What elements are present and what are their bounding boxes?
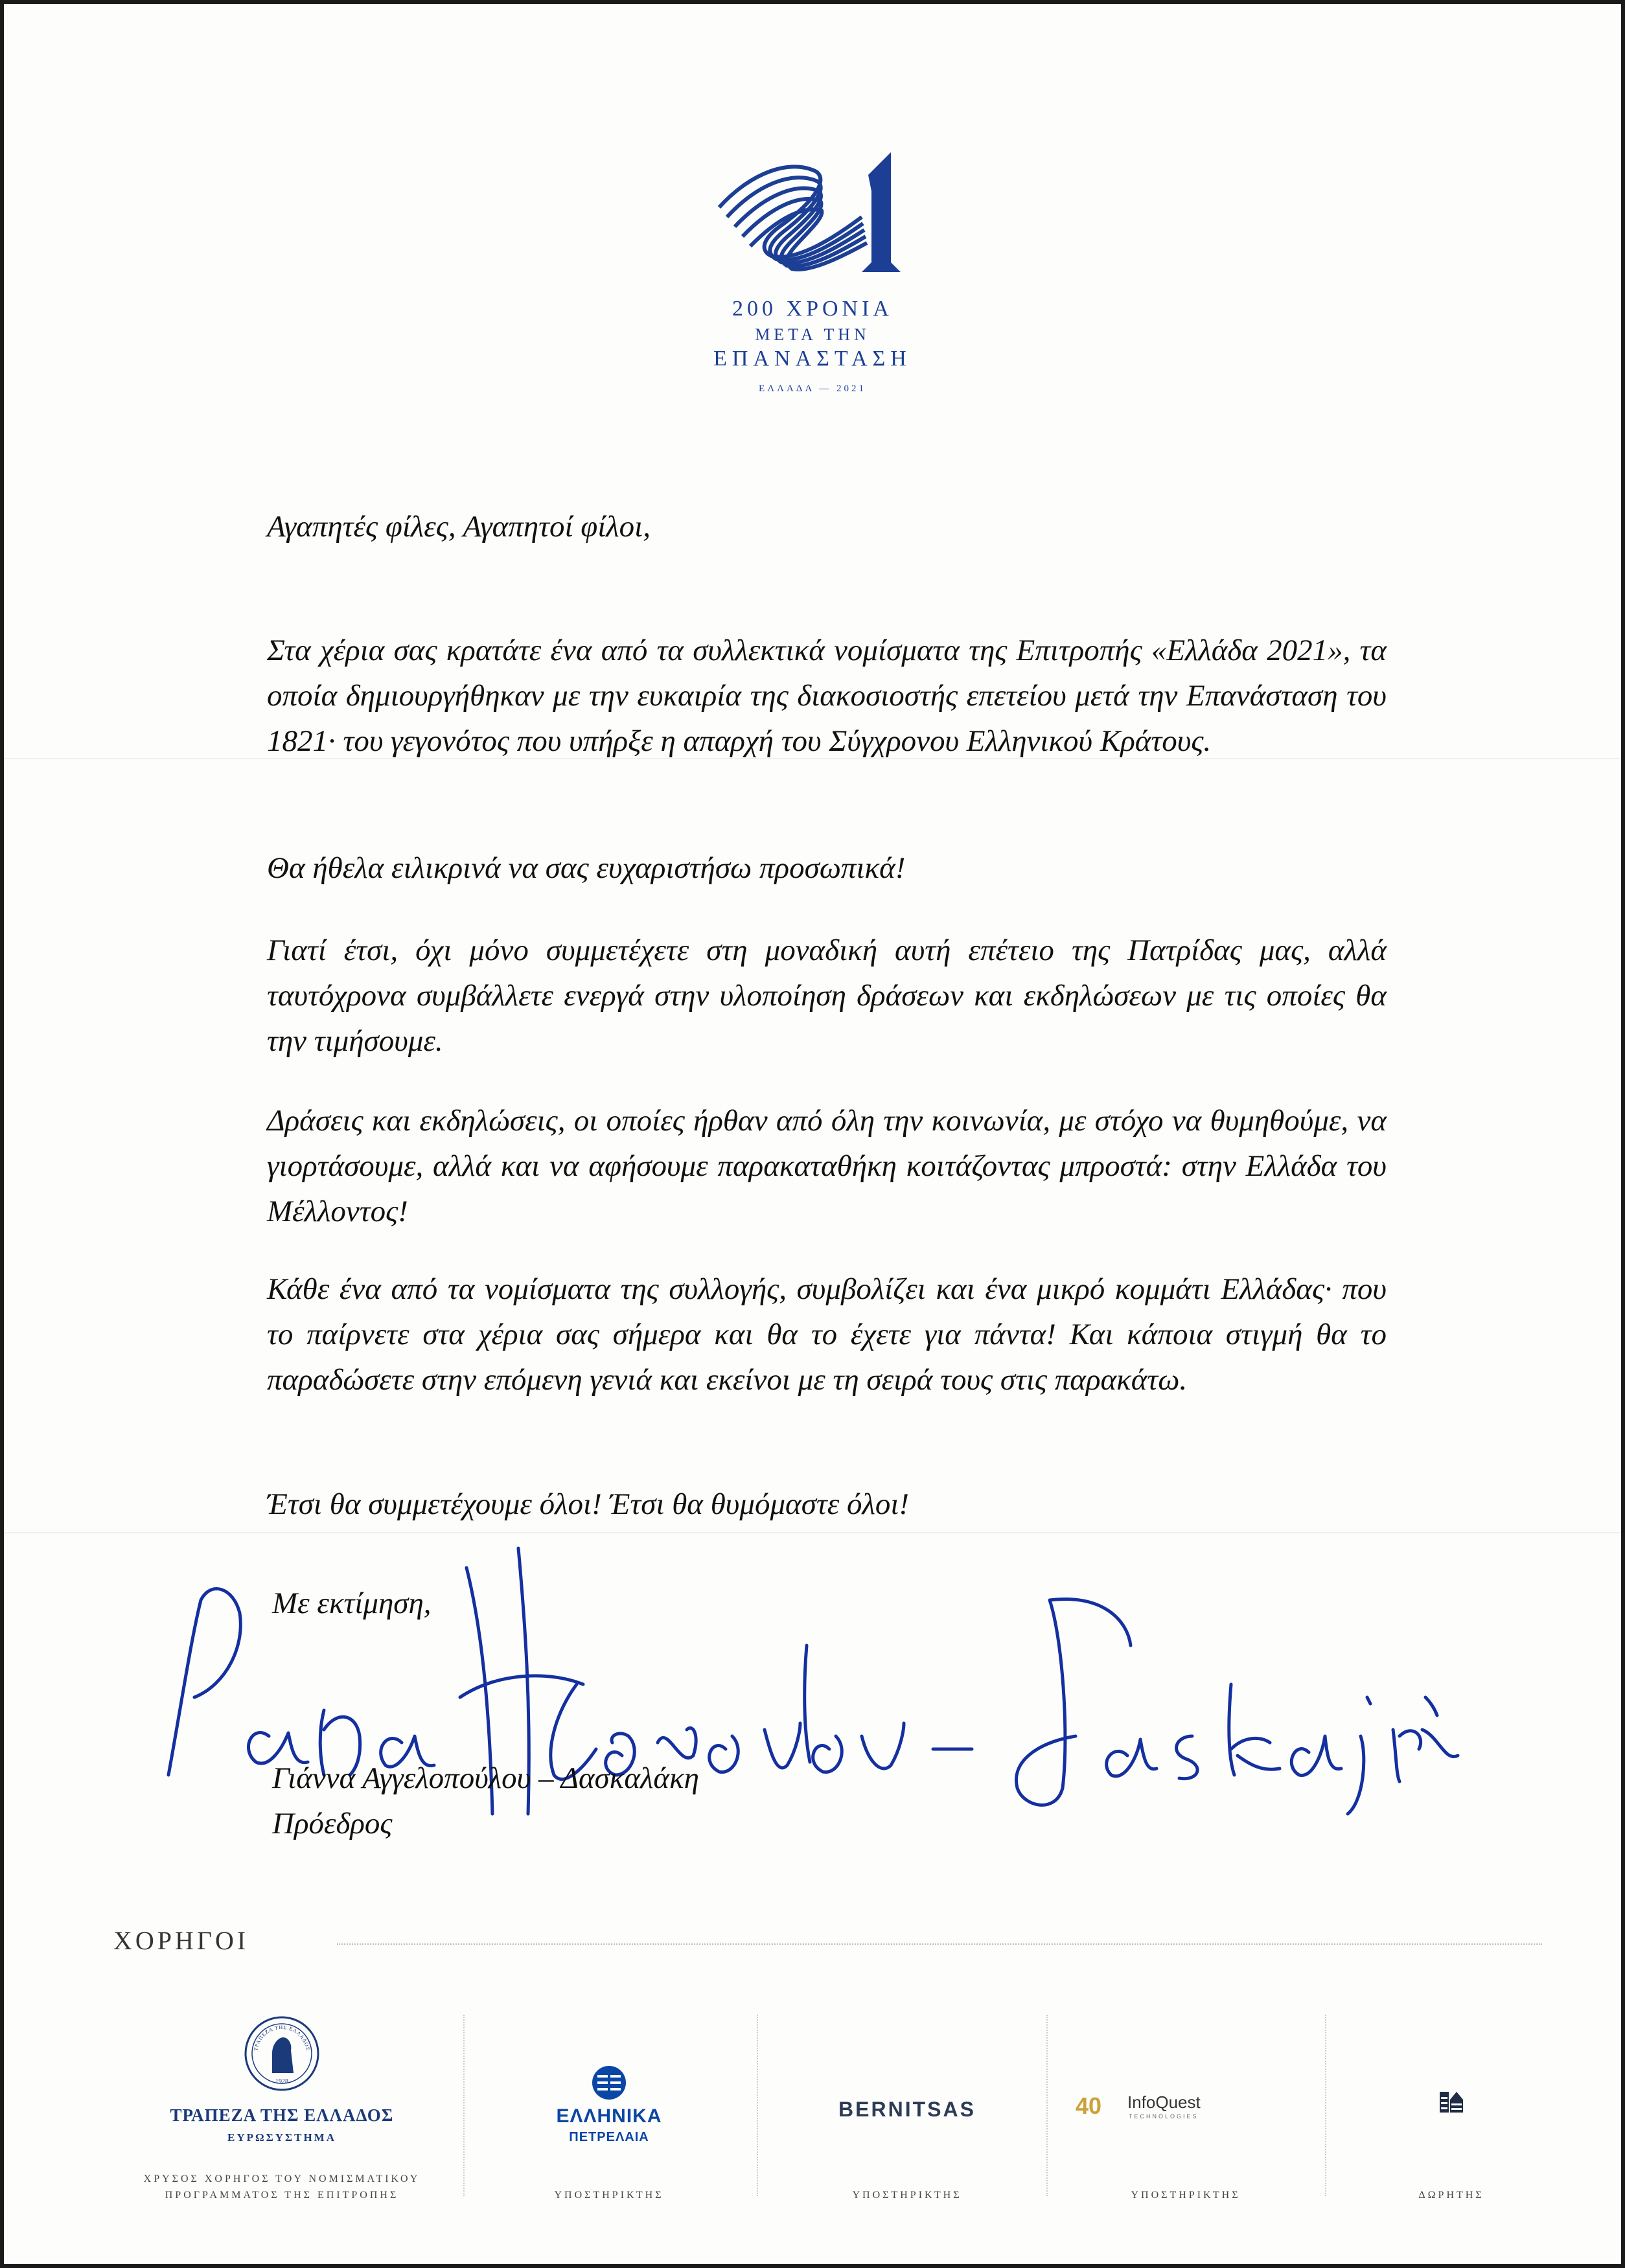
sponsor-donor <box>1328 2008 1574 2209</box>
sponsor-subtitle: ΕΥΡΩΣΥΣΤΗΜΑ <box>227 2131 336 2144</box>
letter-closing: Με εκτίμηση, <box>272 1586 432 1620</box>
numeral-one-mark <box>862 152 901 272</box>
letter-paragraph: Θα ήθελα ειλικρινά να σας ευχαριστήσω προσωπικά! <box>267 851 906 885</box>
signer-name: Γιάννα Αγγελοπούλου – Δασκαλάκη <box>272 1761 699 1795</box>
sponsor-role: ΧΡΥΣΟΣ ΧΟΡΗΓΟΣ ΤΟΥ ΝΟΜΙΣΜΑΤΙΚΟΥ <box>143 2173 421 2184</box>
sponsor-role: ΔΩΡΗΤΗΣ <box>1418 2190 1484 2201</box>
logo-line-4: ΕΛΛΑΔΑ — 2021 <box>759 384 866 394</box>
sponsor-separator <box>1046 2015 1048 2196</box>
sponsor-subtitle: TECHNOLOGIES <box>1129 2113 1199 2120</box>
letter-greeting: Αγαπητές φίλες, Αγαπητοί φίλοι, <box>267 510 651 544</box>
seal-figure <box>272 2037 294 2073</box>
sponsor-role: ΥΠΟΣΤΗΡΙΚΤΗΣ <box>852 2190 962 2201</box>
sponsor-role: ΥΠΟΣΤΗΡΙΚΤΗΣ <box>554 2190 664 2201</box>
sponsors-heading: ΧΟΡΗΓΟΙ <box>113 1926 249 1955</box>
sponsor-separator <box>463 2015 465 2196</box>
letter-paragraph: Στα χέρια σας κρατάτε ένα από τα συλλεκτικά νομίσματα της Επιτροπής «Ελλάδα 2021», τα οποία δημιουργήθηκαν με την ευκαιρία της διακοσιοστής επετείου μετά την Επανάσταση του 1821· του γεγονότος που υπήρξε η απαρχή του Σύγχρονου Ελληνικού Κράτους. <box>267 634 1387 758</box>
logo-line-1: 200 ΧΡΟΝΙΑ <box>732 297 893 321</box>
logo-line-2: ΜΕΤΑ ΤΗΝ <box>755 325 870 344</box>
sponsor-bank-of-greece <box>113 2008 450 2209</box>
sponsors-divider <box>337 1943 1542 1945</box>
sponsor-role: ΠΡΟΓΡΑΜΜΑΤΟΣ ΤΗΣ ΕΠΙΤΡΟΠΗΣ <box>165 2190 399 2201</box>
sponsor-name: ΕΛΛΗΝΙΚΑ <box>556 2105 662 2127</box>
sponsor-name: ΤΡΑΠΕΖΑ ΤΗΣ ΕΛΛΑΔΟΣ <box>170 2105 394 2125</box>
sponsor-hellenic-petroleum <box>467 2008 752 2209</box>
sponsor-bernitsas <box>758 2008 1056 2209</box>
sponsor-subtitle: ΠΕΤΡΕΛΑΙΑ <box>569 2130 649 2144</box>
bank-seal-icon <box>243 2015 321 2092</box>
sponsor-name: BERNITSAS <box>838 2098 976 2121</box>
donor-logo-icon <box>1438 2089 1464 2115</box>
logo-line-3: ΕΠΑΝΑΣΤΑΣΗ <box>713 347 912 371</box>
letter-paragraph: Κάθε ένα από τα νομίσματα της συλλογής, συμβολίζει και ένα μικρό κομμάτι Ελλάδας· που το παίρνετε στα χέρια σας σήμερα και θα το έχετε για πάντα! Και κάποια στιγμή θα το παραδώσετε στην επόμενη γενιά και εκείνοι με τη σειρά τους στις παρακάτω. <box>267 1272 1387 1397</box>
letter-paragraph: Γιατί έτσι, όχι μόνο συμμετέχετε στη μοναδική αυτή επέτειο της Πατρίδας μας, αλλά ταυτόχρονα συμβάλλετε ενεργά στην υλοποίηση δράσεων και εκδηλώσεων με τις οποίες θα την τιμήσουμε. <box>267 934 1387 1058</box>
seal-year: 1928 <box>275 2078 288 2085</box>
fold-line <box>4 1532 1621 1533</box>
sponsor-name: InfoQuest <box>1127 2092 1201 2112</box>
letter-paragraph: Δράσεις και εκδηλώσεις, οι οποίες ήρθαν από όλη την κοινωνία, με στόχο να θυμηθούμε, να γιορτάσουμε, αλλά και να αφήσουμε παρακαταθήκη κοιτάζοντας μπροστά: στην Ελλάδα του Μέλλοντος! <box>267 1104 1387 1228</box>
sponsor-infoquest <box>1050 2008 1322 2209</box>
signer-role: Πρόεδρος <box>272 1807 393 1840</box>
seal-text: ΤΡΑΠΕΖΑ ΤΗΣ ΕΛΛΑΔΟΣ <box>253 2024 311 2052</box>
letter-paragraph: Έτσι θα συμμετέχουμε όλοι! Έτσι θα θυμόμαστε όλοι! <box>267 1487 910 1521</box>
sponsor-separator <box>1325 2015 1326 2196</box>
anniversary-mark: 40 <box>1076 2092 1102 2119</box>
greece-2021-logo <box>713 146 907 285</box>
hellenic-petroleum-icon <box>590 2063 628 2102</box>
sponsor-role: ΥΠΟΣΤΗΡΙΚΤΗΣ <box>1131 2190 1241 2201</box>
